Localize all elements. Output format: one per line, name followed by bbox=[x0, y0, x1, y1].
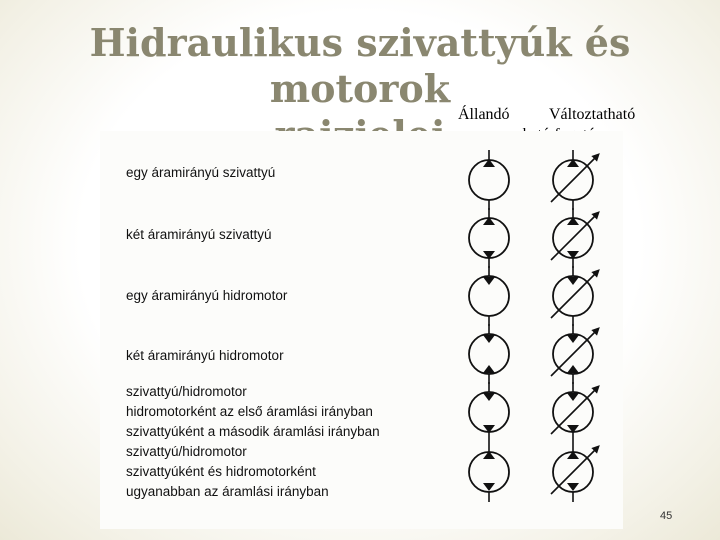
fixed-displacement-symbol-4 bbox=[469, 324, 509, 384]
fixed-displacement-symbol-1 bbox=[469, 150, 509, 210]
flow-triangle-in bbox=[567, 335, 579, 343]
flow-triangle-in bbox=[483, 277, 495, 285]
row-label-2: két áramirányú szivattyú bbox=[126, 227, 272, 242]
row-label-5c: szivattyúként a második áramlási irányban bbox=[126, 424, 380, 439]
flow-triangle-in bbox=[483, 365, 495, 373]
flow-triangle-in bbox=[567, 277, 579, 285]
fixed-displacement-symbol-2 bbox=[469, 208, 509, 268]
title-line-1: Hidraulikus szivattyúk és motorok bbox=[89, 20, 631, 111]
row-label-6c: ugyanabban az áramlási irányban bbox=[126, 484, 329, 499]
fixed-displacement-symbol-3 bbox=[469, 266, 509, 326]
row-label-5b: hidromotorként az első áramlási irányban bbox=[126, 404, 373, 419]
flow-triangle-in bbox=[483, 335, 495, 343]
row-label-1: egy áramirányú szivattyú bbox=[126, 165, 276, 180]
variable-displacement-symbol-4 bbox=[551, 324, 597, 384]
flow-triangle-in bbox=[567, 365, 579, 373]
flow-triangle-in bbox=[483, 393, 495, 401]
column-header-fixed: Állandó bbox=[458, 106, 510, 123]
row-label-6a: szivattyú/hidromotor bbox=[126, 444, 247, 459]
page-number: 45 bbox=[660, 510, 673, 522]
row-label-3: egy áramirányú hidromotor bbox=[126, 288, 288, 303]
variable-displacement-symbol-3 bbox=[551, 266, 597, 326]
variable-displacement-symbol-2 bbox=[551, 208, 597, 268]
flow-triangle-in bbox=[567, 393, 579, 401]
fixed-displacement-symbol-5 bbox=[469, 382, 509, 442]
variable-displacement-symbol-5 bbox=[551, 382, 597, 442]
variable-displacement-symbol-6 bbox=[551, 442, 597, 502]
row-label-6b: szivattyúként és hidromotorként bbox=[126, 464, 316, 479]
column-header-variable: Változtatható bbox=[549, 106, 636, 123]
flow-triangle-in bbox=[483, 483, 495, 491]
row-label-4: két áramirányú hidromotor bbox=[126, 348, 284, 363]
variable-displacement-symbol-1 bbox=[551, 150, 597, 210]
row-label-5a: szivattyú/hidromotor bbox=[126, 384, 247, 399]
flow-triangle-in bbox=[567, 483, 579, 491]
fixed-displacement-symbol-6 bbox=[469, 442, 509, 502]
